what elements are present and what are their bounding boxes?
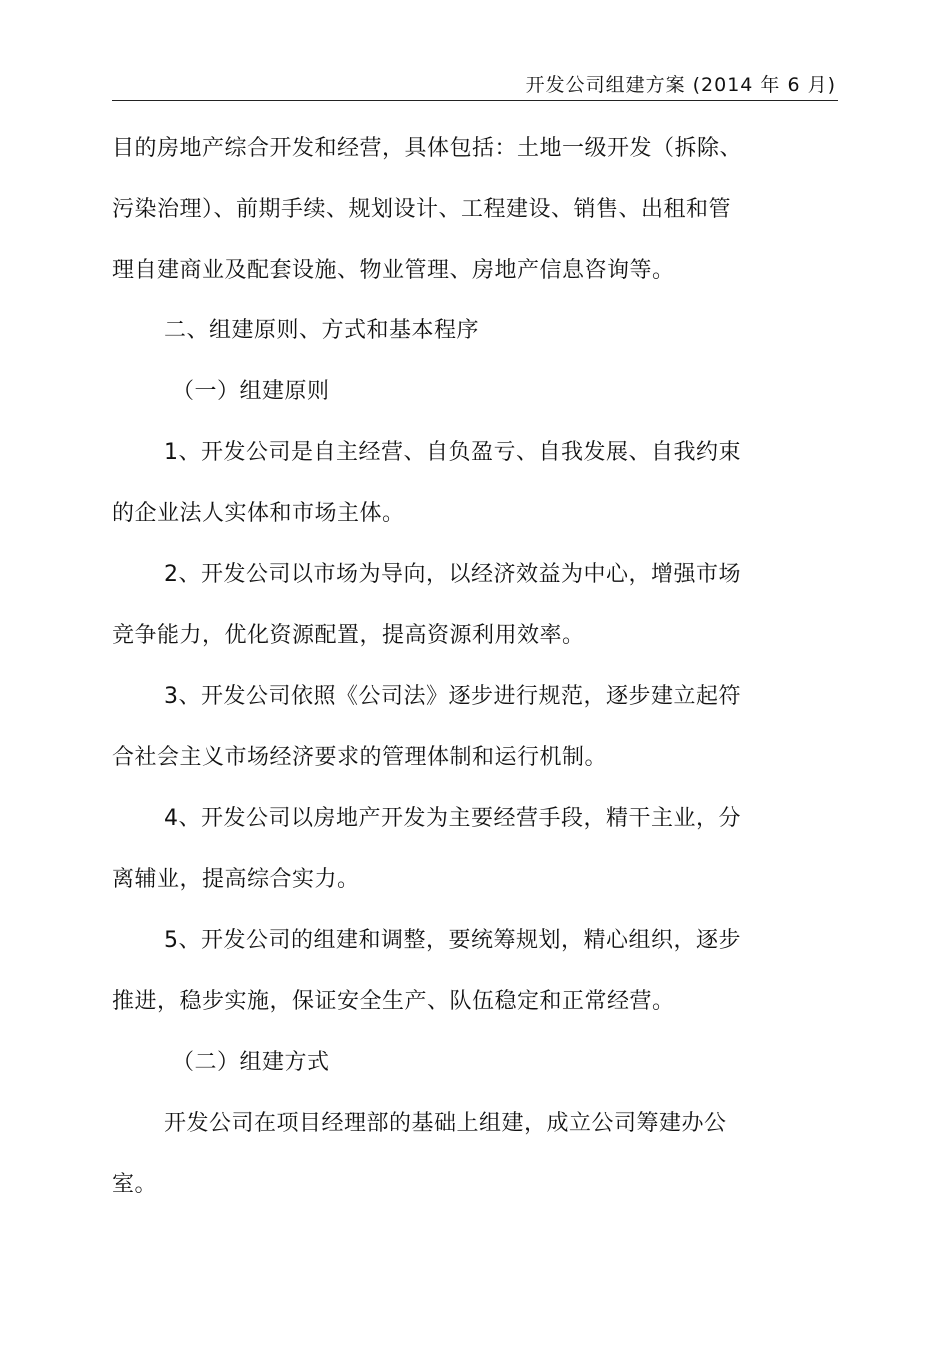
body-line: 5、开发公司的组建和调整，要统筹规划，精心组织，逐步 (164, 928, 741, 953)
body-line: 离辅业，提高综合实力。 (112, 867, 360, 892)
body-line: 4、开发公司以房地产开发为主要经营手段，精干主业，分 (164, 806, 741, 831)
body-line: 竞争能力，优化资源配置，提高资源利用效率。 (112, 623, 585, 648)
body-line: 2、开发公司以市场为导向，以经济效益为中心，增强市场 (164, 562, 741, 587)
body-line: 开发公司在项目经理部的基础上组建，成立公司筹建办公 (164, 1111, 727, 1136)
body-line: 目的房地产综合开发和经营，具体包括：土地一级开发（拆除、 (112, 136, 743, 161)
body-line: 理自建商业及配套设施、物业管理、房地产信息咨询等。 (112, 258, 675, 283)
body-line: 污染治理）、前期手续、规划设计、工程建设、销售、出租和管 (112, 197, 732, 222)
body-line: 合社会主义市场经济要求的管理体制和运行机制。 (112, 745, 608, 770)
header-divider (112, 100, 838, 101)
section-heading: 二、组建原则、方式和基本程序 (164, 318, 480, 343)
page-header: 开发公司组建方案 (2014 年 6 月) (525, 74, 836, 96)
body-line: 推进，稳步实施，保证安全生产、队伍稳定和正常经营。 (112, 989, 675, 1014)
body-line: 室。 (112, 1172, 158, 1197)
subsection-heading: （一）组建原则 (172, 379, 330, 404)
subsection-heading: （二）组建方式 (172, 1050, 330, 1075)
body-line: 3、开发公司依照《公司法》逐步进行规范，逐步建立起符 (164, 684, 741, 709)
body-line: 1、开发公司是自主经营、自负盈亏、自我发展、自我约束 (164, 440, 741, 465)
body-line: 的企业法人实体和市场主体。 (112, 501, 405, 526)
